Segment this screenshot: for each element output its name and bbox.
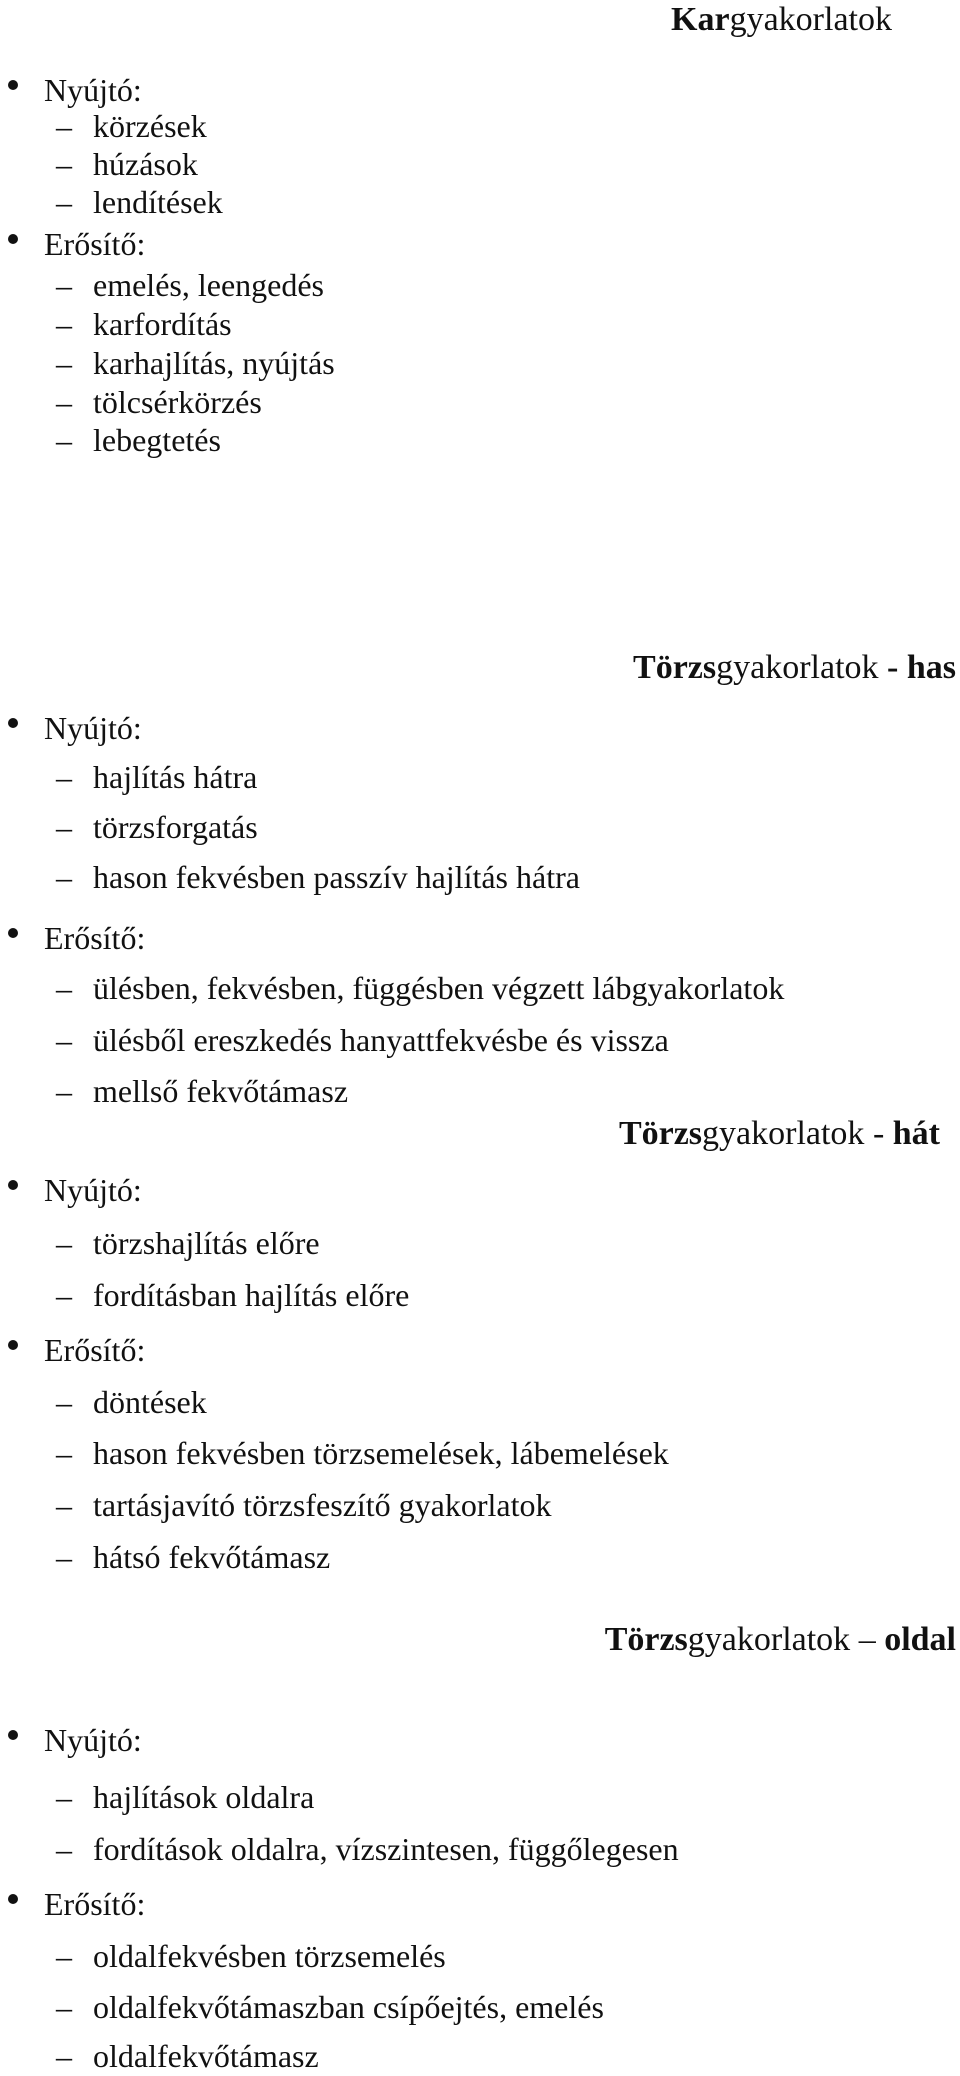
heading-sep: -	[864, 1115, 893, 1152]
dash-icon: –	[56, 345, 72, 381]
heading-normal: gyakorlatok	[716, 649, 879, 686]
bullet-icon	[8, 1340, 18, 1350]
bullet-icon	[8, 1730, 18, 1740]
heading-sep: –	[850, 1621, 885, 1658]
bullet-icon	[8, 718, 18, 728]
section-heading-kar	[671, 0, 892, 40]
dash-icon: –	[56, 1435, 72, 1471]
dash-icon: –	[56, 1073, 72, 1109]
dash-icon: –	[56, 1277, 72, 1313]
dash-icon: –	[56, 1225, 72, 1261]
dash-icon: –	[56, 267, 72, 303]
dash-icon: –	[56, 1022, 72, 1058]
dash-icon: –	[56, 2038, 72, 2074]
dash-icon: –	[56, 1384, 72, 1420]
dash-icon: –	[56, 970, 72, 1006]
heading-bold2: oldal	[884, 1621, 956, 1658]
dash-icon: –	[56, 1938, 72, 1974]
section-heading-hat	[619, 1114, 940, 1154]
dash-icon: –	[56, 1831, 72, 1867]
heading-bold: Törzs	[618, 1115, 703, 1152]
heading-bold: Törzs	[633, 649, 717, 686]
heading-normal: gyakorlatok	[687, 1621, 851, 1658]
dash-icon: –	[56, 859, 72, 895]
bullet-icon	[8, 80, 18, 90]
dash-icon: –	[56, 108, 72, 144]
bullet-icon	[8, 1894, 18, 1904]
dash-icon: –	[56, 184, 72, 220]
heading-normal: gyakorlatok	[729, 1, 892, 38]
dash-icon: –	[56, 146, 72, 182]
dash-icon: –	[56, 384, 72, 420]
dash-icon: –	[56, 1779, 72, 1815]
section-heading-oldal	[605, 1620, 956, 1660]
dash-icon: –	[56, 1989, 72, 2025]
heading-bold: Törzs	[604, 1621, 688, 1658]
bullet-icon	[8, 928, 18, 938]
dash-icon: –	[56, 809, 72, 845]
heading-bold2: hát	[892, 1115, 940, 1152]
dash-icon: –	[56, 306, 72, 342]
bullet-icon	[8, 1180, 18, 1190]
heading-normal: gyakorlatok	[702, 1115, 865, 1152]
dash-icon: –	[56, 759, 72, 795]
dash-icon: –	[56, 1487, 72, 1523]
dash-icon: –	[56, 422, 72, 458]
heading-bold2: has	[906, 649, 956, 686]
dash-icon: –	[56, 1539, 72, 1575]
section-heading-has	[633, 648, 956, 688]
heading-sep: -	[878, 649, 907, 686]
bullet-icon	[8, 234, 18, 244]
heading-bold: Kar	[671, 1, 730, 38]
